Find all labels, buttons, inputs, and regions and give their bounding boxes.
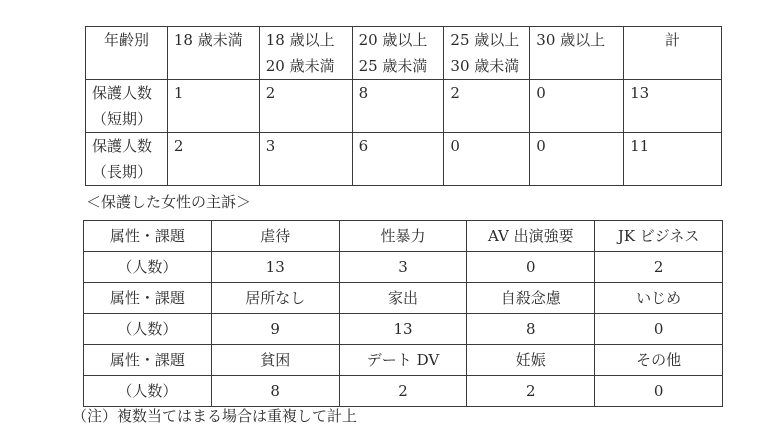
issue-cell: （人数）: [84, 376, 212, 407]
issue-cell: 8: [467, 314, 595, 345]
value-cell: 3: [259, 133, 352, 186]
total-cell: 11: [624, 133, 722, 186]
issue-cell: デート DV: [339, 345, 467, 376]
value-cell: 0: [530, 133, 624, 186]
issue-cell: 2: [467, 376, 595, 407]
header-subline: 25 歳未満: [358, 57, 428, 75]
header-cell: [444, 27, 530, 80]
value-cell: 2: [444, 80, 530, 133]
header-cell: 30 歳以上: [530, 27, 624, 80]
issue-cell: （人数）: [84, 314, 212, 345]
issue-cell: 0: [595, 376, 723, 407]
value-cell: 0: [444, 133, 530, 186]
issue-cell: 家出: [339, 283, 467, 314]
value-cell: 6: [352, 133, 444, 186]
total-cell: 13: [624, 80, 722, 133]
table-row: [86, 80, 722, 133]
issue-cell: 属性・課題: [84, 221, 212, 252]
row-label-subline: （長期）: [92, 163, 153, 181]
header-cell: 年齢別: [86, 27, 168, 80]
issue-cell: 2: [595, 252, 723, 283]
issue-count-row: [84, 252, 723, 283]
footnote: （注）複数当てはまる場合は重複して計上: [72, 407, 358, 425]
issue-cell: 3: [339, 252, 467, 283]
value-cell: 0: [530, 80, 624, 133]
row-label-line: 保護人数: [92, 137, 153, 155]
value-cell: 1: [167, 80, 259, 133]
header-cell: [259, 27, 352, 80]
issue-category-row: [84, 283, 723, 314]
issue-cell: 属性・課題: [84, 345, 212, 376]
table-row: [86, 133, 722, 186]
issue-cell: 0: [467, 252, 595, 283]
issue-cell: JK ビジネス: [595, 221, 723, 252]
header-cell: 18 歳未満: [167, 27, 259, 80]
header-subline: 30 歳未満: [450, 57, 520, 75]
issue-cell: 8: [211, 376, 339, 407]
header-cell: [352, 27, 444, 80]
issue-cell: （人数）: [84, 252, 212, 283]
issue-cell: 居所なし: [211, 283, 339, 314]
value-cell: 2: [167, 133, 259, 186]
issue-cell: 妊娠: [467, 345, 595, 376]
issue-cell: 13: [339, 314, 467, 345]
issue-table: [83, 220, 723, 407]
value-cell: 8: [352, 80, 444, 133]
issue-count-row: [84, 314, 723, 345]
issue-cell: 0: [595, 314, 723, 345]
issue-cell: 属性・課題: [84, 283, 212, 314]
issue-table-caption: ＜保護した女性の主訴＞: [86, 193, 252, 211]
issue-cell: 2: [339, 376, 467, 407]
table-header-row: [86, 27, 722, 80]
issue-cell: 貧困: [211, 345, 339, 376]
header-cell: 計: [624, 27, 722, 80]
issue-category-row: [84, 345, 723, 376]
header-line: 18 歳以上: [265, 31, 335, 49]
row-label-cell: [86, 80, 168, 133]
header-line: 20 歳以上: [358, 31, 428, 49]
header-line: 25 歳以上: [450, 31, 520, 49]
issue-count-row: [84, 376, 723, 407]
row-label-line: 保護人数: [92, 84, 153, 102]
age-group-table: [85, 26, 722, 186]
issue-cell: 自殺念慮: [467, 283, 595, 314]
value-cell: 2: [259, 80, 352, 133]
issue-category-row: [84, 221, 723, 252]
issue-cell: 性暴力: [339, 221, 467, 252]
issue-cell: 虐待: [211, 221, 339, 252]
row-label-cell: [86, 133, 168, 186]
issue-cell: いじめ: [595, 283, 723, 314]
issue-cell: 13: [211, 252, 339, 283]
issue-cell: 9: [211, 314, 339, 345]
row-label-subline: （短期）: [92, 110, 153, 128]
header-subline: 20 歳未満: [265, 57, 335, 75]
issue-cell: AV 出演強要: [467, 221, 595, 252]
issue-cell: その他: [595, 345, 723, 376]
